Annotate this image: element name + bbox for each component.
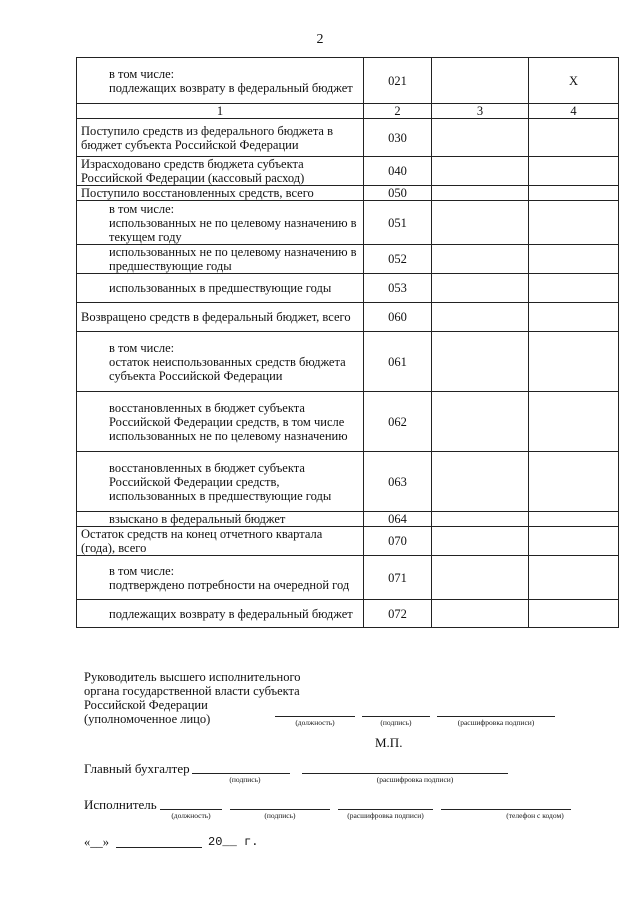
- row-label: Остаток средств на конец отчетного квартала (года), всего: [77, 527, 364, 556]
- row-col3: [432, 119, 529, 157]
- row-code: 063: [364, 452, 432, 512]
- chief-accountant-label: Главный бухгалтер: [84, 761, 190, 776]
- row-code: 040: [364, 157, 432, 186]
- row-col3: [432, 201, 529, 245]
- row-code: 061: [364, 332, 432, 392]
- row-label: в том числе: подлежащих возврату в федеральный бюджет: [77, 58, 364, 104]
- executor-decoding-line[interactable]: [338, 809, 433, 810]
- row-col4: [529, 245, 619, 274]
- caption-position: (должность): [295, 718, 335, 727]
- row-col3: [432, 332, 529, 392]
- row-code: 070: [364, 527, 432, 556]
- row-col3: [432, 392, 529, 452]
- chief-signature-line[interactable]: [192, 773, 290, 774]
- executor-label: Исполнитель: [84, 797, 157, 812]
- row-col4: [529, 274, 619, 303]
- row-label: восстановленных в бюджет субъекта Российской Федерации средств, использованных в предшествующие годы: [77, 452, 364, 512]
- row-code: 071: [364, 556, 432, 600]
- caption-phone: (телефон с кодом): [506, 811, 564, 820]
- page-number: 2: [316, 32, 324, 47]
- report-table: [76, 57, 619, 628]
- row-col3: [432, 245, 529, 274]
- row-code: 030: [364, 119, 432, 157]
- caption-signature: (подпись): [264, 811, 296, 820]
- row-label: использованных не по целевому назначению в предшествующие годы: [77, 245, 364, 274]
- caption-decoding: (расшифровка подписи): [376, 775, 454, 784]
- row-col3: [432, 600, 529, 628]
- executor-signature-line[interactable]: [230, 809, 330, 810]
- row-code: 051: [364, 201, 432, 245]
- row-code: 050: [364, 186, 432, 201]
- row-col4: [529, 303, 619, 332]
- row-col3: [432, 512, 529, 527]
- head-decoding-line[interactable]: [437, 716, 555, 717]
- table-row: [77, 452, 619, 512]
- row-col4: [529, 186, 619, 201]
- row-col4: [529, 332, 619, 392]
- row-code: 060: [364, 303, 432, 332]
- head-title: Руководитель высшего исполнительного органа государственной власти субъекта Российской Федерации (уполномоченное лицо): [84, 670, 301, 726]
- row-label: восстановленных в бюджет субъекта Российской Федерации средств, в том числе использованных не по целевому назначению: [77, 392, 364, 452]
- table-row: [77, 245, 619, 274]
- caption-signature: (подпись): [229, 775, 261, 784]
- row-col4: X: [529, 58, 619, 104]
- row-label: Израсходовано средств бюджета субъекта Российской Федерации (кассовый расход): [77, 157, 364, 186]
- row-col3: [432, 186, 529, 201]
- executor-position-line[interactable]: [160, 809, 222, 810]
- row-col4: [529, 452, 619, 512]
- caption-signature: (подпись): [380, 718, 412, 727]
- row-code: 072: [364, 600, 432, 628]
- row-code: 053: [364, 274, 432, 303]
- column-number: 4: [529, 104, 619, 119]
- row-col3: [432, 527, 529, 556]
- date-month-line[interactable]: [116, 847, 202, 848]
- row-col4: [529, 201, 619, 245]
- row-label: подлежащих возврату в федеральный бюджет: [77, 600, 364, 628]
- row-col4: [529, 556, 619, 600]
- head-position-line[interactable]: [275, 716, 355, 717]
- table-row: [77, 512, 619, 527]
- row-code: 062: [364, 392, 432, 452]
- row-label: использованных в предшествующие годы: [77, 274, 364, 303]
- caption-position: (должность): [171, 811, 211, 820]
- chief-decoding-line[interactable]: [302, 773, 508, 774]
- row-col4: [529, 119, 619, 157]
- row-col4: [529, 157, 619, 186]
- table-row: [77, 274, 619, 303]
- date-prefix: «__»: [84, 835, 109, 849]
- column-number: 3: [432, 104, 529, 119]
- executor-phone-line[interactable]: [441, 809, 571, 810]
- row-code: 064: [364, 512, 432, 527]
- head-signature-line[interactable]: [362, 716, 430, 717]
- table-row: [77, 600, 619, 628]
- row-label: в том числе: остаток неиспользованных средств бюджета субъекта Российской Федерации: [77, 332, 364, 392]
- row-col3: [432, 303, 529, 332]
- row-col4: [529, 512, 619, 527]
- table-row: [77, 119, 619, 157]
- table-row: [77, 556, 619, 600]
- row-col4: [529, 527, 619, 556]
- table-row: [77, 392, 619, 452]
- table-row: [77, 186, 619, 201]
- table-row: [77, 157, 619, 186]
- column-number-row: [77, 104, 619, 119]
- row-col3: [432, 157, 529, 186]
- stamp-label: М.П.: [375, 735, 403, 750]
- table-row: [77, 332, 619, 392]
- row-col4: [529, 600, 619, 628]
- column-number: 1: [77, 104, 364, 119]
- row-code: 021: [364, 58, 432, 104]
- table-row: [77, 58, 619, 104]
- table-row: [77, 303, 619, 332]
- table-row: [77, 201, 619, 245]
- row-label: взыскано в федеральный бюджет: [77, 512, 364, 527]
- row-code: 052: [364, 245, 432, 274]
- row-label: Поступило восстановленных средств, всего: [77, 186, 364, 201]
- caption-decoding: (расшифровка подписи): [457, 718, 535, 727]
- row-col3: [432, 556, 529, 600]
- table-row: [77, 527, 619, 556]
- row-label: Поступило средств из федерального бюджета в бюджет субъекта Российской Федерации: [77, 119, 364, 157]
- row-label: в том числе: использованных не по целевому назначению в текущем году: [77, 201, 364, 245]
- date-year: 20__ г.: [208, 835, 259, 849]
- row-col3: [432, 58, 529, 104]
- row-col3: [432, 274, 529, 303]
- caption-decoding: (расшифровка подписи): [347, 811, 424, 820]
- row-col3: [432, 452, 529, 512]
- row-label: в том числе: подтверждено потребности на очередной год: [77, 556, 364, 600]
- row-label: Возвращено средств в федеральный бюджет, всего: [77, 303, 364, 332]
- column-number: 2: [364, 104, 432, 119]
- row-col4: [529, 392, 619, 452]
